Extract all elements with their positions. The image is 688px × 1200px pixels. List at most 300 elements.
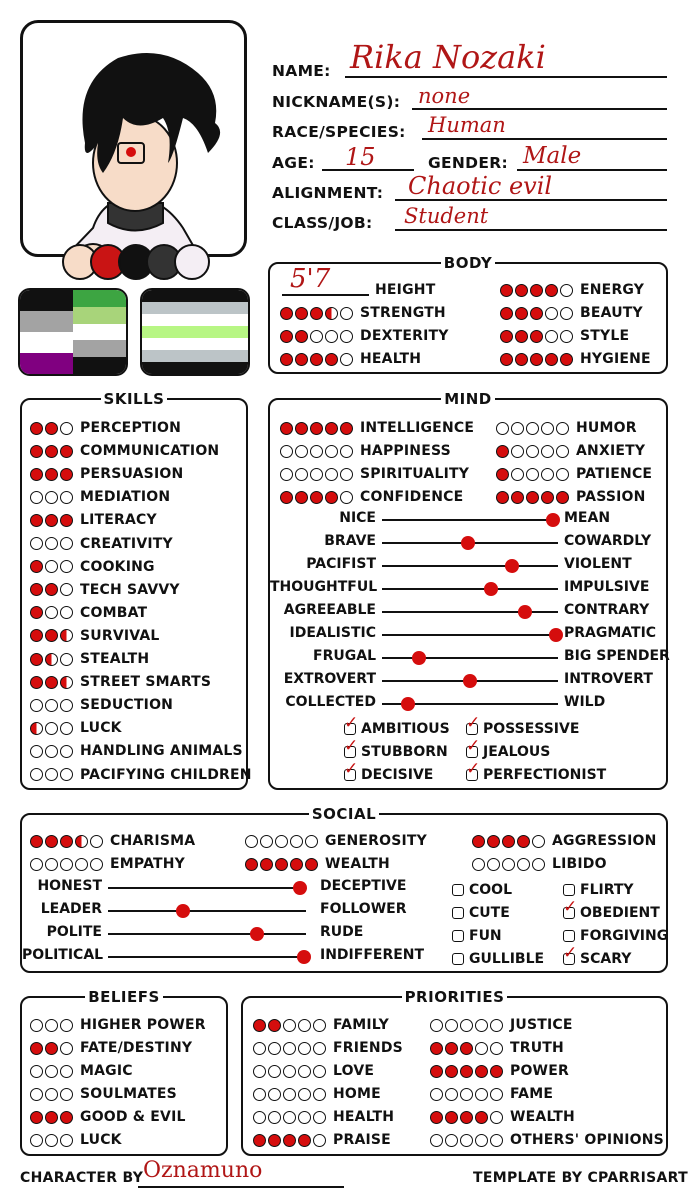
rating-dot[interactable] bbox=[30, 468, 43, 481]
rating-dot[interactable] bbox=[30, 858, 43, 871]
rating-dot[interactable] bbox=[45, 606, 58, 619]
rating-dot[interactable] bbox=[511, 491, 524, 504]
race-value[interactable]: Human bbox=[428, 113, 506, 137]
checkbox-box[interactable] bbox=[344, 759, 359, 781]
trait-checkbox[interactable] bbox=[452, 882, 512, 898]
rating-dot[interactable] bbox=[496, 445, 509, 458]
rating-dot[interactable] bbox=[511, 445, 524, 458]
rating-dot[interactable] bbox=[325, 468, 338, 481]
rating-dot[interactable] bbox=[60, 835, 73, 848]
rating-dot[interactable] bbox=[430, 1111, 443, 1124]
rating-dot[interactable] bbox=[280, 330, 293, 343]
rating-dot[interactable] bbox=[30, 1019, 43, 1032]
rating-dot[interactable] bbox=[45, 445, 58, 458]
rating-dot[interactable] bbox=[45, 722, 58, 735]
height-value[interactable]: 5'7 bbox=[290, 264, 331, 294]
rating-dot[interactable] bbox=[60, 1134, 73, 1147]
check-mark-icon: ✓ bbox=[563, 897, 578, 917]
rating-dot[interactable] bbox=[75, 835, 88, 848]
stat-label: SPIRITUALITY bbox=[360, 466, 470, 482]
rating-dot[interactable] bbox=[295, 353, 308, 366]
rating-dot[interactable] bbox=[45, 537, 58, 550]
rating-dot[interactable] bbox=[268, 1134, 281, 1147]
rating-dot[interactable] bbox=[253, 1134, 266, 1147]
rating-dot[interactable] bbox=[260, 858, 273, 871]
alignment-value[interactable]: Chaotic evil bbox=[408, 172, 553, 200]
nickname-label: NICKNAME(S): bbox=[272, 93, 401, 111]
gender-value[interactable]: Male bbox=[523, 143, 582, 169]
rating-dot[interactable] bbox=[60, 468, 73, 481]
checkbox-box[interactable] bbox=[563, 943, 578, 965]
rating-dot[interactable] bbox=[502, 858, 515, 871]
rating-dot[interactable] bbox=[340, 353, 353, 366]
rating-dot[interactable] bbox=[460, 1042, 473, 1055]
rating-dot[interactable] bbox=[305, 858, 318, 871]
trait-checkbox[interactable] bbox=[563, 882, 634, 898]
rating-dot[interactable] bbox=[325, 445, 338, 458]
rating-dot[interactable] bbox=[45, 699, 58, 712]
rating-dot[interactable] bbox=[541, 468, 554, 481]
rating-dot[interactable] bbox=[298, 1065, 311, 1078]
skill-row bbox=[30, 672, 211, 692]
rating-dot[interactable] bbox=[45, 1042, 58, 1055]
gender-label: GENDER: bbox=[428, 154, 508, 172]
rating-dot[interactable] bbox=[45, 422, 58, 435]
rating-dot[interactable] bbox=[45, 745, 58, 758]
rating-dot[interactable] bbox=[298, 1134, 311, 1147]
rating-dot[interactable] bbox=[310, 330, 323, 343]
rating-dot[interactable] bbox=[30, 745, 43, 758]
rating-dot[interactable] bbox=[280, 468, 293, 481]
rating-dot[interactable] bbox=[430, 1088, 443, 1101]
rating-dot[interactable] bbox=[30, 1134, 43, 1147]
checkbox-box[interactable] bbox=[344, 736, 359, 758]
rating-dot[interactable] bbox=[245, 835, 258, 848]
rating-dot[interactable] bbox=[496, 422, 509, 435]
rating-dot[interactable] bbox=[515, 307, 528, 320]
rating-dot[interactable] bbox=[30, 676, 43, 689]
rating-dot[interactable] bbox=[298, 1019, 311, 1032]
rating-dot[interactable] bbox=[460, 1134, 473, 1147]
rating-dot[interactable] bbox=[500, 353, 513, 366]
rating-dot[interactable] bbox=[60, 1088, 73, 1101]
rating-dot[interactable] bbox=[313, 1088, 326, 1101]
rating-dot[interactable] bbox=[560, 330, 573, 343]
rating-dot[interactable] bbox=[60, 537, 73, 550]
skill-row bbox=[30, 441, 219, 461]
rating-dot[interactable] bbox=[60, 560, 73, 573]
rating-dot[interactable] bbox=[45, 514, 58, 527]
rating-dot[interactable] bbox=[490, 1134, 503, 1147]
rating-dot[interactable] bbox=[430, 1065, 443, 1078]
character-by-value[interactable]: Oznamuno bbox=[143, 1158, 263, 1183]
rating-dot[interactable] bbox=[340, 422, 353, 435]
rating-dot[interactable] bbox=[430, 1019, 443, 1032]
trait-checkbox[interactable] bbox=[563, 943, 632, 967]
slider-knob[interactable] bbox=[546, 513, 560, 527]
rating-dot[interactable] bbox=[490, 1111, 503, 1124]
rating-dot[interactable] bbox=[253, 1111, 266, 1124]
rating-dot[interactable] bbox=[313, 1065, 326, 1078]
stat-label: MEDIATION bbox=[80, 489, 171, 506]
slider-knob[interactable] bbox=[412, 651, 426, 665]
rating-dot[interactable] bbox=[30, 491, 43, 504]
rating-dot[interactable] bbox=[532, 835, 545, 848]
trait-checkbox[interactable] bbox=[466, 736, 551, 760]
rating-dot[interactable] bbox=[30, 583, 43, 596]
rating-dot[interactable] bbox=[445, 1042, 458, 1055]
rating-dot[interactable] bbox=[472, 835, 485, 848]
rating-dot[interactable] bbox=[487, 858, 500, 871]
rating-dot[interactable] bbox=[45, 1065, 58, 1078]
checkbox-box[interactable] bbox=[452, 907, 464, 919]
rating-dot[interactable] bbox=[298, 1042, 311, 1055]
rating-dot[interactable] bbox=[60, 422, 73, 435]
rating-dot[interactable] bbox=[30, 1088, 43, 1101]
stat-label: HANDLING ANIMALS bbox=[80, 743, 243, 760]
rating-dot[interactable] bbox=[90, 858, 103, 871]
rating-dot[interactable] bbox=[30, 537, 43, 550]
rating-dot[interactable] bbox=[298, 1111, 311, 1124]
rating-dot[interactable] bbox=[60, 745, 73, 758]
rating-dot[interactable] bbox=[511, 468, 524, 481]
rating-dot[interactable] bbox=[313, 1042, 326, 1055]
rating-dot[interactable] bbox=[445, 1088, 458, 1101]
rating-dot[interactable] bbox=[30, 653, 43, 666]
checkbox-box[interactable] bbox=[563, 897, 578, 919]
rating-dot[interactable] bbox=[30, 445, 43, 458]
rating-dot[interactable] bbox=[60, 1111, 73, 1124]
slider-left-label: NICE bbox=[339, 510, 376, 526]
rating-dot[interactable] bbox=[295, 330, 308, 343]
rating-dot[interactable] bbox=[472, 858, 485, 871]
rating-dot[interactable] bbox=[45, 629, 58, 642]
rating-dot[interactable] bbox=[475, 1065, 488, 1078]
rating-dot[interactable] bbox=[280, 445, 293, 458]
rating-dot[interactable] bbox=[45, 676, 58, 689]
rating-dot[interactable] bbox=[45, 468, 58, 481]
rating-dot[interactable] bbox=[526, 468, 539, 481]
rating-dot[interactable] bbox=[268, 1042, 281, 1055]
trait-checkbox[interactable] bbox=[563, 928, 668, 944]
rating-dot[interactable] bbox=[60, 722, 73, 735]
rating-dot[interactable] bbox=[496, 491, 509, 504]
trait-checkbox[interactable] bbox=[452, 905, 510, 921]
class-value[interactable]: Student bbox=[404, 204, 489, 228]
rating-dot[interactable] bbox=[511, 422, 524, 435]
checkbox-box[interactable] bbox=[466, 759, 481, 781]
rating-dot[interactable] bbox=[290, 835, 303, 848]
rating-dot[interactable] bbox=[556, 491, 569, 504]
rating-dot[interactable] bbox=[75, 858, 88, 871]
rating-dot[interactable] bbox=[60, 699, 73, 712]
rating-dot[interactable] bbox=[45, 583, 58, 596]
rating-dot[interactable] bbox=[325, 330, 338, 343]
rating-dot[interactable] bbox=[340, 307, 353, 320]
rating-dot[interactable] bbox=[30, 514, 43, 527]
nickname-value[interactable]: none bbox=[418, 84, 471, 108]
priority-row bbox=[430, 1038, 564, 1058]
rating-dot[interactable] bbox=[60, 606, 73, 619]
rating-dot[interactable] bbox=[475, 1019, 488, 1032]
rating-dot[interactable] bbox=[310, 468, 323, 481]
social-stat-row bbox=[472, 854, 607, 874]
rating-dot[interactable] bbox=[60, 583, 73, 596]
checkbox-box[interactable] bbox=[344, 713, 359, 735]
rating-dot[interactable] bbox=[60, 1019, 73, 1032]
slider-knob[interactable] bbox=[463, 674, 477, 688]
rating-dot[interactable] bbox=[526, 422, 539, 435]
rating-dot[interactable] bbox=[60, 768, 73, 781]
rating-dot[interactable] bbox=[268, 1111, 281, 1124]
rating-dot[interactable] bbox=[283, 1042, 296, 1055]
rating-dot[interactable] bbox=[295, 422, 308, 435]
rating-dot[interactable] bbox=[325, 307, 338, 320]
rating-dot[interactable] bbox=[430, 1134, 443, 1147]
rating-dot[interactable] bbox=[283, 1019, 296, 1032]
rating-dot[interactable] bbox=[295, 445, 308, 458]
rating-dot[interactable] bbox=[60, 1065, 73, 1078]
rating-dot[interactable] bbox=[530, 284, 543, 297]
rating-dot[interactable] bbox=[445, 1019, 458, 1032]
checkbox-box[interactable] bbox=[563, 930, 575, 942]
rating-dot[interactable] bbox=[30, 768, 43, 781]
rating-dot[interactable] bbox=[325, 491, 338, 504]
rating-dot[interactable] bbox=[541, 422, 554, 435]
rating-dot[interactable] bbox=[340, 491, 353, 504]
rating-dot[interactable] bbox=[45, 1134, 58, 1147]
checkbox-box[interactable] bbox=[563, 884, 575, 896]
rating-dot[interactable] bbox=[30, 1111, 43, 1124]
rating-dot[interactable] bbox=[295, 491, 308, 504]
rating-dot[interactable] bbox=[295, 468, 308, 481]
checkbox-box[interactable] bbox=[452, 884, 464, 896]
rating-dot[interactable] bbox=[340, 468, 353, 481]
rating-dot[interactable] bbox=[280, 307, 293, 320]
slider-knob[interactable] bbox=[549, 628, 563, 642]
rating-dot[interactable] bbox=[298, 1088, 311, 1101]
slider-knob[interactable] bbox=[484, 582, 498, 596]
rating-dot[interactable] bbox=[60, 514, 73, 527]
rating-dot[interactable] bbox=[253, 1088, 266, 1101]
slider-knob[interactable] bbox=[505, 559, 519, 573]
trait-checkbox[interactable] bbox=[466, 713, 580, 737]
mind-stat-row bbox=[280, 441, 451, 461]
name-value[interactable]: Rika Nozaki bbox=[350, 38, 546, 76]
rating-dot[interactable] bbox=[460, 1019, 473, 1032]
rating-dot[interactable] bbox=[313, 1134, 326, 1147]
rating-dot[interactable] bbox=[45, 491, 58, 504]
rating-dot[interactable] bbox=[545, 330, 558, 343]
rating-dot[interactable] bbox=[340, 445, 353, 458]
slider-knob[interactable] bbox=[297, 950, 311, 964]
rating-dot[interactable] bbox=[325, 422, 338, 435]
rating-dot[interactable] bbox=[310, 422, 323, 435]
rating-dot[interactable] bbox=[45, 858, 58, 871]
rating-dot[interactable] bbox=[268, 1019, 281, 1032]
rating-dot[interactable] bbox=[515, 330, 528, 343]
trait-checkbox[interactable] bbox=[344, 736, 448, 760]
rating-dot[interactable] bbox=[280, 353, 293, 366]
rating-dot[interactable] bbox=[545, 353, 558, 366]
rating-dot[interactable] bbox=[45, 560, 58, 573]
rating-dot[interactable] bbox=[496, 468, 509, 481]
checkbox-box[interactable] bbox=[452, 930, 464, 942]
rating-dot[interactable] bbox=[90, 835, 103, 848]
rating-dot[interactable] bbox=[530, 330, 543, 343]
rating-dot[interactable] bbox=[500, 307, 513, 320]
rating-dot[interactable] bbox=[30, 560, 43, 573]
rating-dot[interactable] bbox=[490, 1088, 503, 1101]
rating-dot[interactable] bbox=[460, 1088, 473, 1101]
rating-dot[interactable] bbox=[556, 422, 569, 435]
rating-dot[interactable] bbox=[545, 307, 558, 320]
rating-dot[interactable] bbox=[30, 722, 43, 735]
rating-dot[interactable] bbox=[45, 835, 58, 848]
rating-dot[interactable] bbox=[253, 1065, 266, 1078]
stat-label: CHARISMA bbox=[110, 833, 196, 849]
rating-dot[interactable] bbox=[490, 1042, 503, 1055]
rating-dot[interactable] bbox=[430, 1042, 443, 1055]
rating-dot[interactable] bbox=[60, 858, 73, 871]
rating-dot[interactable] bbox=[60, 653, 73, 666]
rating-dot[interactable] bbox=[500, 330, 513, 343]
rating-dot[interactable] bbox=[30, 1042, 43, 1055]
rating-dot[interactable] bbox=[313, 1019, 326, 1032]
rating-dot[interactable] bbox=[515, 353, 528, 366]
rating-dot[interactable] bbox=[475, 1134, 488, 1147]
rating-dot[interactable] bbox=[30, 699, 43, 712]
name-line bbox=[345, 76, 667, 78]
rating-dot[interactable] bbox=[30, 1065, 43, 1078]
checkbox-box[interactable] bbox=[452, 953, 464, 965]
rating-dot[interactable] bbox=[283, 1134, 296, 1147]
rating-dot[interactable] bbox=[556, 445, 569, 458]
rating-dot[interactable] bbox=[290, 858, 303, 871]
slider-left-label: PACIFIST bbox=[306, 556, 376, 572]
rating-dot[interactable] bbox=[475, 1042, 488, 1055]
belief-row bbox=[30, 1130, 122, 1150]
rating-dot[interactable] bbox=[490, 1019, 503, 1032]
rating-dot[interactable] bbox=[280, 491, 293, 504]
rating-dot[interactable] bbox=[30, 422, 43, 435]
rating-dot[interactable] bbox=[475, 1111, 488, 1124]
rating-dot[interactable] bbox=[45, 653, 58, 666]
rating-dot[interactable] bbox=[268, 1065, 281, 1078]
rating-dot[interactable] bbox=[526, 445, 539, 458]
rating-dot[interactable] bbox=[275, 835, 288, 848]
slider-knob[interactable] bbox=[461, 536, 475, 550]
rating-dot[interactable] bbox=[502, 835, 515, 848]
rating-dot[interactable] bbox=[560, 353, 573, 366]
slider-knob[interactable] bbox=[250, 927, 264, 941]
rating-dot[interactable] bbox=[253, 1019, 266, 1032]
slider-knob[interactable] bbox=[176, 904, 190, 918]
rating-dot[interactable] bbox=[30, 606, 43, 619]
slider-knob[interactable] bbox=[401, 697, 415, 711]
rating-dot[interactable] bbox=[283, 1088, 296, 1101]
rating-dot[interactable] bbox=[260, 835, 273, 848]
rating-dot[interactable] bbox=[340, 330, 353, 343]
rating-dot[interactable] bbox=[60, 445, 73, 458]
rating-dot[interactable] bbox=[530, 307, 543, 320]
trait-checkbox[interactable] bbox=[452, 951, 544, 967]
rating-dot[interactable] bbox=[30, 835, 43, 848]
rating-dot[interactable] bbox=[490, 1065, 503, 1078]
rating-dot[interactable] bbox=[445, 1065, 458, 1078]
rating-dot[interactable] bbox=[515, 284, 528, 297]
slider-knob[interactable] bbox=[293, 881, 307, 895]
rating-dot[interactable] bbox=[500, 284, 513, 297]
rating-dot[interactable] bbox=[325, 353, 338, 366]
trait-checkbox[interactable] bbox=[452, 928, 502, 944]
rating-dot[interactable] bbox=[560, 284, 573, 297]
rating-dot[interactable] bbox=[517, 835, 530, 848]
rating-dot[interactable] bbox=[556, 468, 569, 481]
rating-dot[interactable] bbox=[30, 629, 43, 642]
rating-dot[interactable] bbox=[487, 835, 500, 848]
rating-dot[interactable] bbox=[45, 1019, 58, 1032]
rating-dot[interactable] bbox=[545, 284, 558, 297]
rating-dot[interactable] bbox=[253, 1042, 266, 1055]
rating-dot[interactable] bbox=[60, 629, 73, 642]
rating-dot[interactable] bbox=[460, 1065, 473, 1078]
trait-checkbox[interactable] bbox=[344, 759, 434, 783]
rating-dot[interactable] bbox=[445, 1134, 458, 1147]
rating-dot[interactable] bbox=[560, 307, 573, 320]
rating-dot[interactable] bbox=[313, 1111, 326, 1124]
rating-dot[interactable] bbox=[310, 491, 323, 504]
rating-dot[interactable] bbox=[45, 768, 58, 781]
rating-dot[interactable] bbox=[283, 1065, 296, 1078]
trait-checkbox[interactable] bbox=[563, 897, 660, 921]
trait-checkbox[interactable] bbox=[466, 759, 607, 783]
rating-dot[interactable] bbox=[310, 353, 323, 366]
rating-dot[interactable] bbox=[295, 307, 308, 320]
rating-dot[interactable] bbox=[310, 307, 323, 320]
rating-dot[interactable] bbox=[60, 1042, 73, 1055]
rating-dot[interactable] bbox=[45, 1088, 58, 1101]
rating-dot[interactable] bbox=[268, 1088, 281, 1101]
rating-dot[interactable] bbox=[475, 1088, 488, 1101]
checkbox-box[interactable] bbox=[466, 736, 481, 758]
rating-dot[interactable] bbox=[305, 835, 318, 848]
rating-dot[interactable] bbox=[245, 858, 258, 871]
rating-dot[interactable] bbox=[526, 491, 539, 504]
rating-dot[interactable] bbox=[541, 445, 554, 458]
rating-dot[interactable] bbox=[460, 1111, 473, 1124]
rating-dot[interactable] bbox=[45, 1111, 58, 1124]
rating-dot[interactable] bbox=[280, 422, 293, 435]
rating-dot[interactable] bbox=[541, 491, 554, 504]
rating-dot[interactable] bbox=[60, 491, 73, 504]
rating-dot[interactable] bbox=[310, 445, 323, 458]
rating-dot[interactable] bbox=[532, 858, 545, 871]
rating-dot[interactable] bbox=[283, 1111, 296, 1124]
age-value[interactable]: 15 bbox=[345, 143, 376, 171]
rating-dot[interactable] bbox=[517, 858, 530, 871]
stat-label: LOVE bbox=[333, 1063, 375, 1079]
skills-box bbox=[20, 390, 252, 790]
checkbox-box[interactable] bbox=[466, 713, 481, 735]
priority-row bbox=[430, 1015, 573, 1035]
rating-dot[interactable] bbox=[530, 353, 543, 366]
rating-dot[interactable] bbox=[445, 1111, 458, 1124]
slider-knob[interactable] bbox=[518, 605, 532, 619]
rating-dot[interactable] bbox=[275, 858, 288, 871]
rating-dot[interactable] bbox=[60, 676, 73, 689]
trait-checkbox[interactable] bbox=[344, 713, 450, 737]
